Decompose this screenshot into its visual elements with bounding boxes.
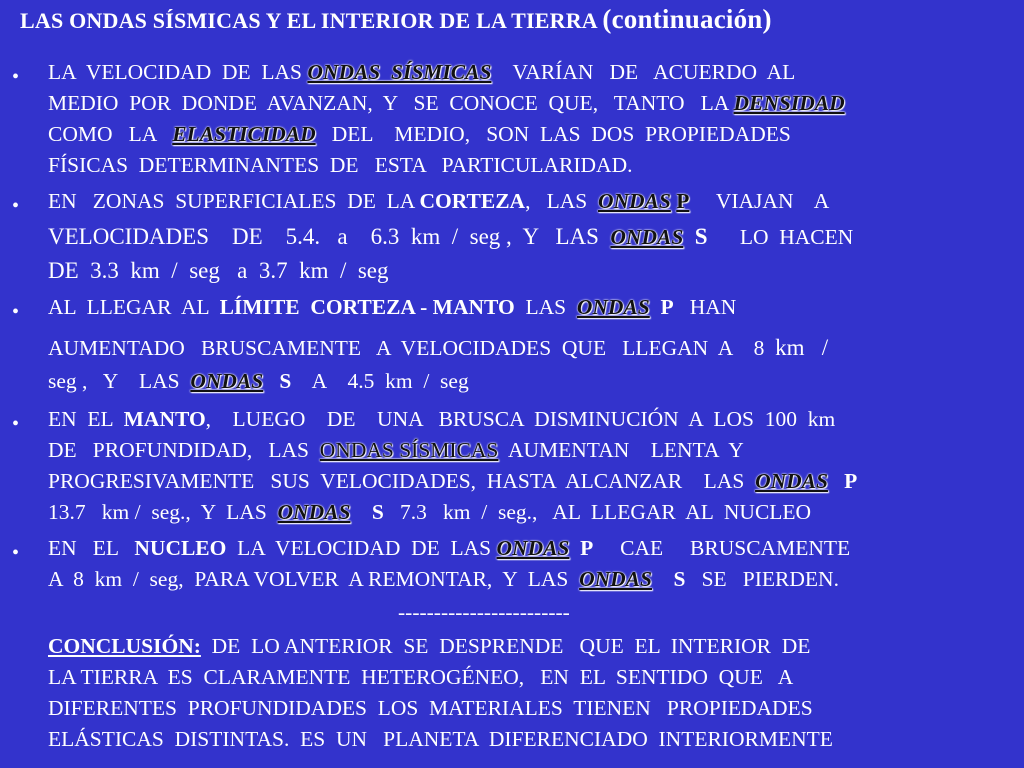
bullet-2-line-3 xyxy=(48,259,389,282)
bullet-1-line-3 xyxy=(48,124,791,146)
text: PROGRESIVAMENTE SUS VELOCIDADES, HASTA ALCANZAR LAS xyxy=(48,469,756,493)
text: km / seg , Y LAS xyxy=(410,224,611,249)
bullet-1-line-1 xyxy=(48,62,795,84)
term-elasticidad: ELASTICIDAD xyxy=(172,122,316,146)
bullet-2-line-2 xyxy=(48,225,853,249)
term-s: S xyxy=(371,500,384,524)
term-p: P xyxy=(676,189,690,213)
term-ondas: ONDAS xyxy=(755,469,828,493)
conclusion-line-2 xyxy=(48,667,793,689)
term-ondas: ONDAS xyxy=(277,500,351,524)
text: AUMENTADO BRUSCAMENTE A VELOCIDADES QUE LLEGAN A 8 xyxy=(48,336,776,360)
text: CAE BRUSCAMENTE xyxy=(593,536,851,560)
term-nucleo: NUCLEO xyxy=(134,536,227,560)
term-corteza: CORTEZA xyxy=(419,189,526,213)
text: LAS xyxy=(514,295,577,319)
text: 13.7 km / seg., Y LAS xyxy=(48,500,278,524)
term-ondas: ONDAS xyxy=(496,536,570,560)
term-ondas: ONDAS xyxy=(597,189,671,213)
text: LA VELOCIDAD DE LAS xyxy=(226,536,497,560)
bullet-4-line-3 xyxy=(48,471,857,493)
bullet-2-line-1 xyxy=(48,191,829,213)
text: km / xyxy=(775,335,829,360)
text: EN EL xyxy=(48,536,135,560)
text: VIAJAN A xyxy=(689,189,830,213)
text: EN ZONAS SUPERFICIALES DE LA xyxy=(48,189,420,213)
text: DE 3.3 xyxy=(48,258,131,283)
bullet-5-line-2 xyxy=(48,569,839,591)
bullet-3-marker: • xyxy=(12,301,20,323)
text: LA VELOCIDAD DE LAS xyxy=(48,60,308,84)
term-ondas-sismicas: ONDAS SÍSMICAS xyxy=(319,438,499,462)
bullet-4-line-4 xyxy=(48,502,811,524)
text: A 4.5 km / seg xyxy=(291,369,469,393)
text: AUMENTAN LENTA Y xyxy=(498,438,744,462)
term-ondas: ONDAS xyxy=(610,225,684,249)
text: SE PIERDEN. xyxy=(685,567,839,591)
bullet-3-line-2 xyxy=(48,336,828,360)
text: seg , Y LAS xyxy=(48,369,191,393)
bullet-1-line-4 xyxy=(48,155,633,177)
bullet-1-marker: • xyxy=(12,66,20,88)
term-ondas: ONDAS xyxy=(576,295,650,319)
conclusion-line-1 xyxy=(48,636,810,658)
text: FÍSICAS DETERMINANTES DE ESTA PARTICULARIDAD. xyxy=(48,153,633,177)
text: 7.3 km / seg., AL LLEGAR AL NUCLEO xyxy=(383,500,812,524)
term-limite-corteza-manto: LÍMITE CORTEZA - MANTO xyxy=(219,295,515,319)
text: DE LO ANTERIOR SE DESPRENDE QUE EL INTERIOR DE xyxy=(200,634,811,658)
slide-title xyxy=(20,4,1010,35)
text: COMO LA xyxy=(48,122,173,146)
text: km / seg a 3.7 km / seg xyxy=(130,258,389,283)
bullet-5-marker: • xyxy=(12,542,20,564)
conclusion-heading: CONCLUSIÓN: xyxy=(48,634,201,658)
conclusion-line-3 xyxy=(48,698,813,720)
text: , LAS xyxy=(525,189,598,213)
term-s: S xyxy=(694,224,708,249)
text: HAN xyxy=(673,295,737,319)
text: DEL MEDIO, SON LAS DOS PROPIEDADES xyxy=(315,122,791,146)
term-p: P xyxy=(844,469,858,493)
text: LA TIERRA ES CLARAMENTE HETEROGÉNEO, EN EL SENTIDO QUE A xyxy=(48,665,794,689)
text: , LUEGO DE UNA BRUSCA DISMINUCIÓN A LOS 100 km xyxy=(205,407,836,431)
bullet-5-line-1 xyxy=(48,538,850,560)
conclusion-line-4 xyxy=(48,729,833,751)
text: DE PROFUNDIDAD, LAS xyxy=(48,438,320,462)
bullet-3-line-1 xyxy=(48,297,736,319)
term-ondas: ONDAS xyxy=(579,567,652,591)
text: VELOCIDADES DE 5.4. a 6.3 xyxy=(48,224,411,249)
bullet-2-marker: • xyxy=(12,195,20,217)
text: VARÍAN DE ACUERDO AL xyxy=(491,60,796,84)
term-manto: MANTO xyxy=(123,407,206,431)
separator-line: ------------------------ xyxy=(398,600,570,624)
text: MEDIO POR DONDE AVANZAN, Y SE CONOCE QUE, TANTO LA xyxy=(48,91,734,115)
text: EN EL xyxy=(48,407,124,431)
term-p: P xyxy=(660,295,674,319)
bullet-4-marker: • xyxy=(12,413,20,435)
text: DIFERENTES PROFUNDIDADES LOS MATERIALES TIENEN PROPIEDADES xyxy=(48,696,813,720)
text: A 8 km / seg, PARA VOLVER A REMONTAR, Y LAS xyxy=(48,567,580,591)
title-suffix: (continuación) xyxy=(602,4,772,34)
bullet-4-line-2 xyxy=(48,440,744,462)
bullet-3-line-3 xyxy=(48,371,469,393)
term-s: S xyxy=(673,567,686,591)
text: ELÁSTICAS DISTINTAS. ES UN PLANETA DIFERENCIADO INTERIORMENTE xyxy=(48,727,833,751)
term-densidad: DENSIDAD xyxy=(733,91,845,115)
title-main: LAS ONDAS SÍSMICAS Y EL INTERIOR DE LA TIERRA xyxy=(20,8,597,33)
term-ondas-sismicas: ONDAS SÍSMICAS xyxy=(307,60,492,84)
term-ondas: ONDAS xyxy=(190,369,264,393)
bullet-1-line-2 xyxy=(48,93,845,115)
term-s: S xyxy=(279,369,292,393)
text: AL LLEGAR AL xyxy=(48,295,220,319)
term-p: P xyxy=(580,536,594,560)
bullet-4-line-1 xyxy=(48,409,835,431)
text: LO HACEN xyxy=(707,225,854,249)
